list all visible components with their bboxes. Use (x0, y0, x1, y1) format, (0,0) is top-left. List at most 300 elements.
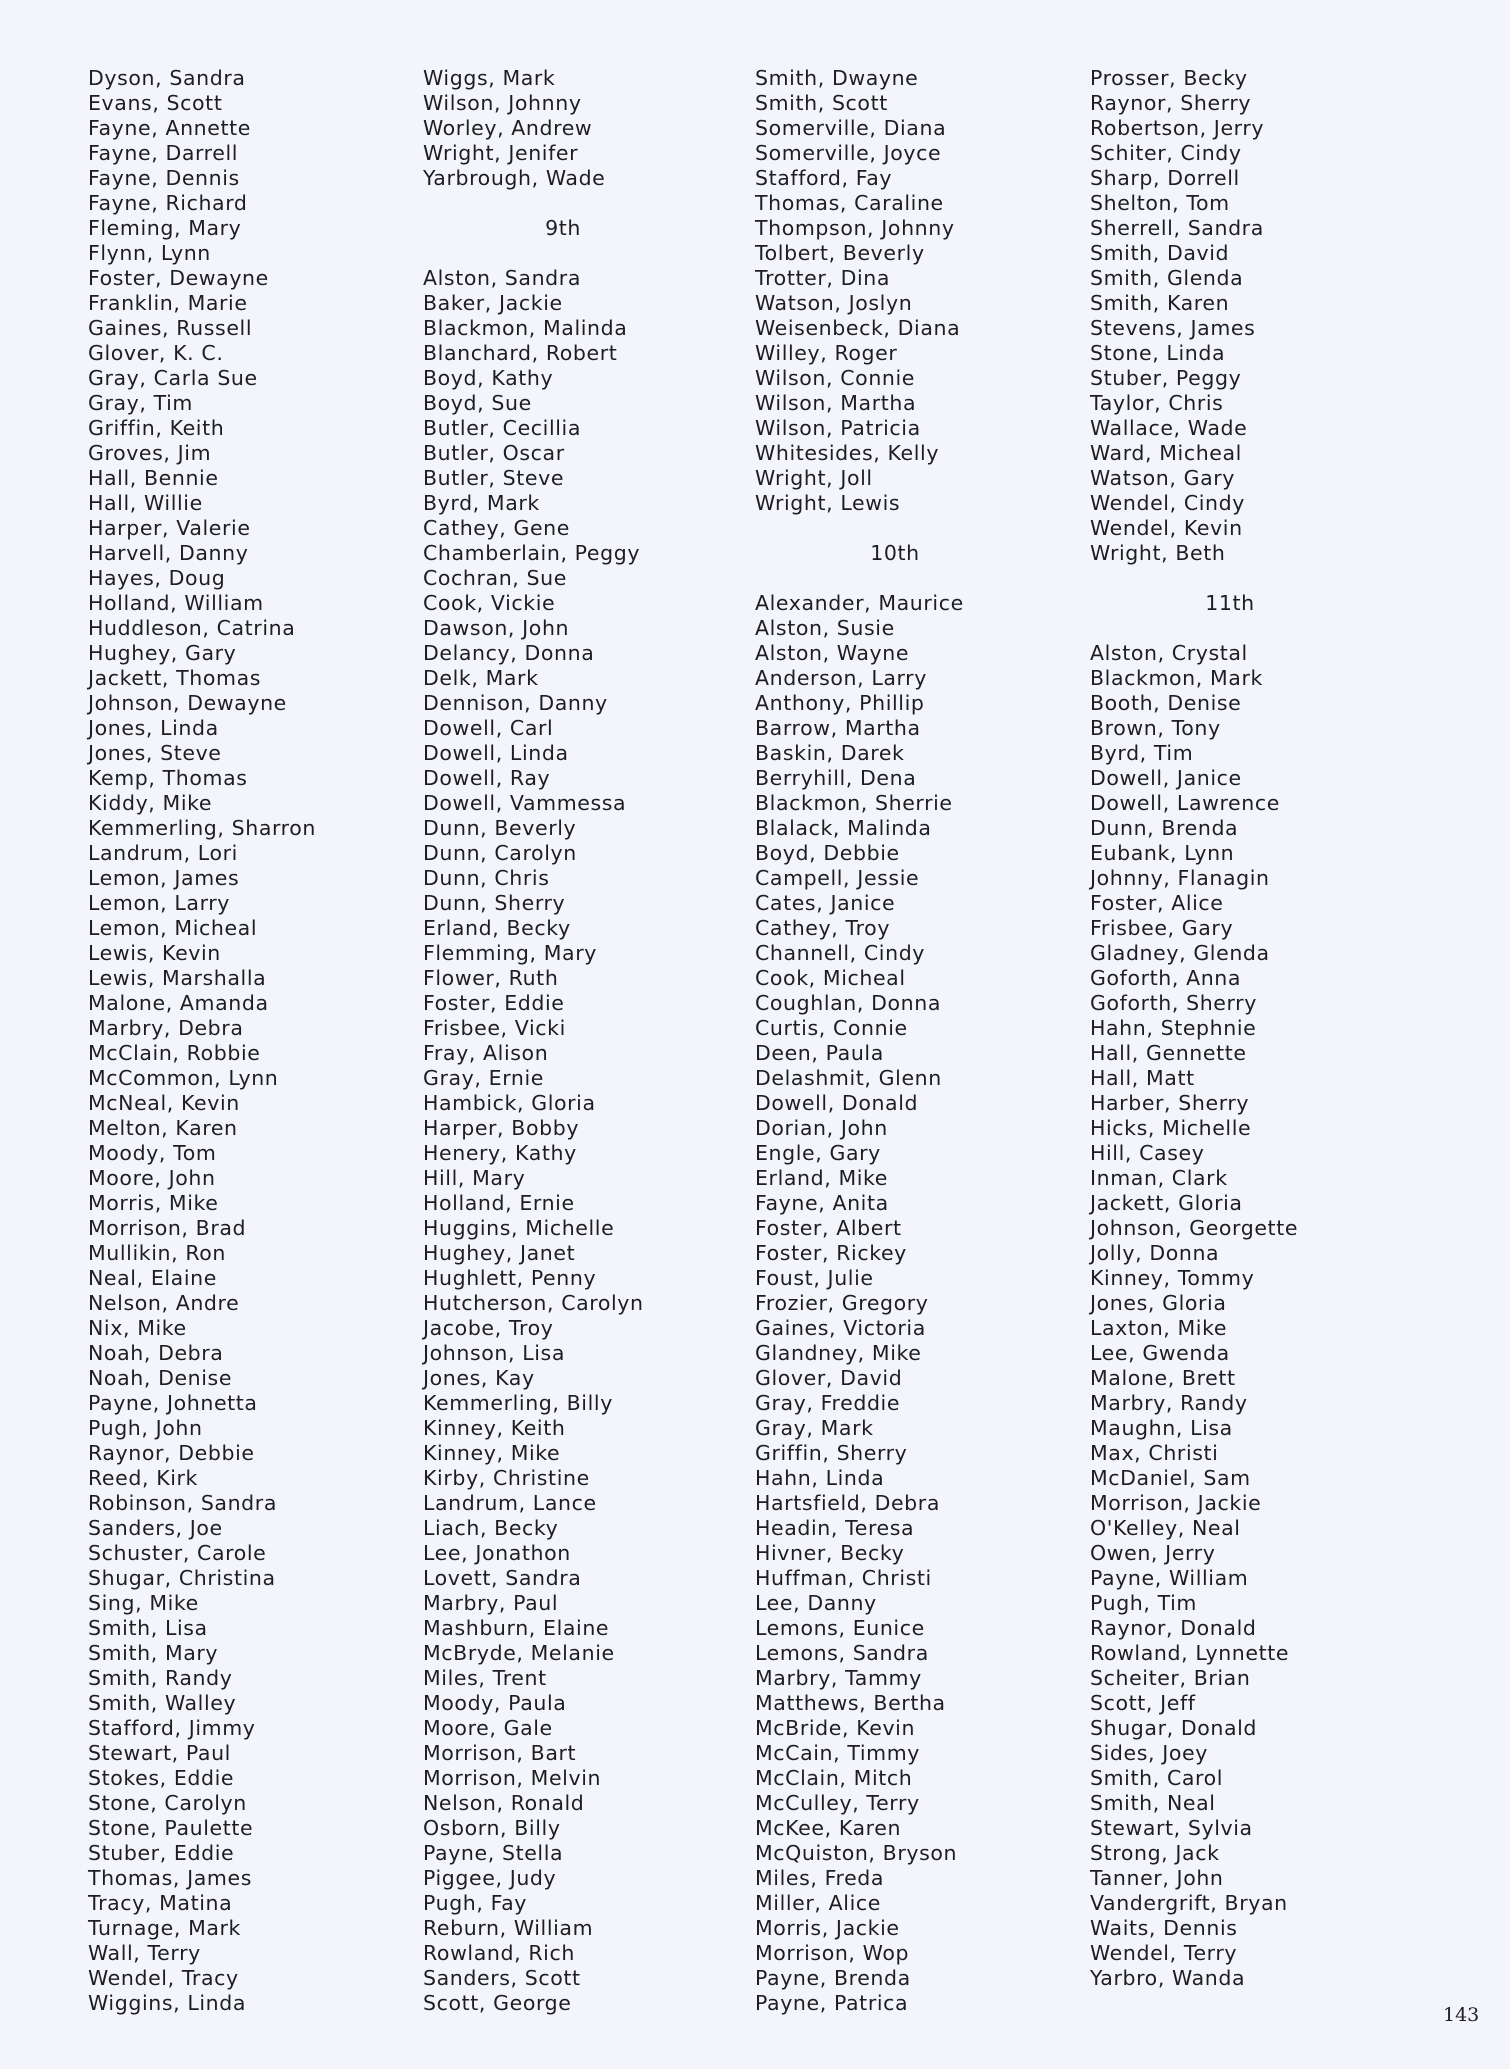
student-name: Wright, Lewis (755, 491, 901, 515)
student-name: Shugar, Donald (1090, 1716, 1258, 1740)
student-name: Maughn, Lisa (1090, 1416, 1233, 1440)
student-name: Butler, Cecillia (423, 416, 582, 440)
student-name: Reed, Kirk (88, 1466, 199, 1490)
student-name: Wendel, Terry (1090, 1941, 1238, 1965)
student-name: Wright, Beth (1090, 541, 1226, 565)
student-name: Inman, Clark (1090, 1166, 1228, 1190)
student-name: Hall, Bennie (88, 466, 219, 490)
student-name: Barrow, Martha (755, 716, 921, 740)
student-name: Worley, Andrew (423, 116, 593, 140)
student-name: Holland, Ernie (423, 1191, 575, 1215)
student-name: Goforth, Anna (1090, 966, 1242, 990)
student-name: Smith, Randy (88, 1666, 233, 1690)
student-name: Gray, Ernie (423, 1066, 544, 1090)
student-name: Wiggins, Linda (88, 1991, 247, 2015)
student-name: Schuster, Carole (88, 1541, 267, 1565)
student-name: Waits, Dennis (1090, 1916, 1238, 1940)
student-name: Dowell, Janice (1090, 766, 1242, 790)
student-name: Kiddy, Mike (88, 791, 213, 815)
name-column-1 (88, 66, 316, 2016)
student-name: Blackmon, Malinda (423, 316, 628, 340)
student-name: Thompson, Johnny (755, 216, 955, 240)
student-name: McBride, Kevin (755, 1716, 916, 1740)
student-name: Channell, Cindy (755, 941, 926, 965)
student-name: Melton, Karen (88, 1116, 238, 1140)
student-name: Miles, Trent (423, 1666, 547, 1690)
student-name: McDaniel, Sam (1090, 1466, 1251, 1490)
student-name: Harper, Valerie (88, 516, 251, 540)
student-name: McClain, Mitch (755, 1766, 913, 1790)
student-name: Chamberlain, Peggy (423, 541, 641, 565)
student-name: Jones, Linda (88, 716, 219, 740)
grade-heading: 10th (870, 541, 920, 565)
student-name: Wiggs, Mark (423, 66, 556, 90)
student-name: Wendel, Tracy (88, 1966, 239, 1990)
student-name: Boyd, Debbie (755, 841, 900, 865)
student-name: Smith, Mary (88, 1641, 219, 1665)
student-name: Dennison, Danny (423, 691, 608, 715)
student-name: Tanner, John (1090, 1866, 1224, 1890)
student-name: Frisbee, Vicki (423, 1016, 566, 1040)
student-name: Somerville, Diana (755, 116, 947, 140)
student-name: Marbry, Paul (423, 1591, 559, 1615)
student-name: Morris, Mike (88, 1191, 219, 1215)
student-name: McCommon, Lynn (88, 1066, 279, 1090)
student-name: Stewart, Sylvia (1090, 1816, 1253, 1840)
student-name: Cook, Micheal (755, 966, 906, 990)
student-name: Tracy, Matina (88, 1891, 233, 1915)
student-name: Gray, Mark (755, 1416, 874, 1440)
student-name: Nix, Mike (88, 1316, 187, 1340)
student-name: Wilson, Johnny (423, 91, 582, 115)
student-name: Scott, George (423, 1991, 572, 2015)
student-name: Trotter, Dina (755, 266, 891, 290)
student-name: McClain, Robbie (88, 1041, 261, 1065)
student-name: Marbry, Tammy (755, 1666, 922, 1690)
student-name: Mullikin, Ron (88, 1241, 227, 1265)
student-name: Griffin, Sherry (755, 1441, 908, 1465)
student-name: Smith, Dwayne (755, 66, 919, 90)
student-name: Baskin, Darek (755, 741, 905, 765)
student-name: Liach, Becky (423, 1516, 559, 1540)
student-name: Kirby, Christine (423, 1466, 590, 1490)
student-name: Lemon, James (88, 866, 240, 890)
student-name: Thomas, James (88, 1866, 252, 1890)
student-name: Lemon, Larry (88, 891, 231, 915)
student-name: Fray, Alison (423, 1041, 549, 1065)
student-name: Hayes, Doug (88, 566, 226, 590)
student-name: Lemon, Micheal (88, 916, 258, 940)
section-spacer (423, 191, 703, 216)
student-name: Fayne, Anita (755, 1191, 889, 1215)
student-name: Marbry, Randy (1090, 1391, 1248, 1415)
student-name: Engle, Gary (755, 1141, 881, 1165)
student-name: Flynn, Lynn (88, 241, 211, 265)
student-name: Boyd, Sue (423, 391, 532, 415)
student-name: Somerville, Joyce (755, 141, 942, 165)
student-name: Dunn, Carolyn (423, 841, 577, 865)
student-name: Lewis, Kevin (88, 941, 221, 965)
student-name: Dunn, Sherry (423, 891, 566, 915)
student-name: Payne, Stella (423, 1841, 564, 1865)
student-name: Gray, Carla Sue (88, 366, 258, 390)
student-name: Glandney, Mike (755, 1341, 922, 1365)
student-name: Morrison, Jackie (1090, 1491, 1262, 1515)
student-name: McNeal, Kevin (88, 1091, 240, 1115)
student-name: Payne, Johnetta (88, 1391, 258, 1415)
student-name: Foster, Dewayne (88, 266, 269, 290)
student-name: Hall, Matt (1090, 1066, 1195, 1090)
student-name: Alexander, Maurice (755, 591, 964, 615)
student-name: Landrum, Lance (423, 1491, 597, 1515)
student-name: Sharp, Dorrell (1090, 166, 1240, 190)
student-name: Alston, Susie (755, 616, 895, 640)
student-name: Shugar, Christina (88, 1566, 276, 1590)
student-name: Dowell, Carl (423, 716, 554, 740)
student-name: Morrison, Wop (755, 1941, 910, 1965)
student-name: Kinney, Keith (423, 1416, 566, 1440)
student-name: Hartsfield, Debra (755, 1491, 940, 1515)
student-name: Mashburn, Elaine (423, 1616, 610, 1640)
student-name: Fayne, Annette (88, 116, 251, 140)
student-name: Kemmerling, Billy (423, 1391, 613, 1415)
student-name: Wallace, Wade (1090, 416, 1248, 440)
student-name: O'Kelley, Neal (1090, 1516, 1241, 1540)
student-name: Berryhill, Dena (755, 766, 917, 790)
student-name: Johnson, Georgette (1090, 1216, 1299, 1240)
student-name: Wright, Jenifer (423, 141, 579, 165)
student-name: Moore, Gale (423, 1716, 553, 1740)
student-name: McQuiston, Bryson (755, 1841, 958, 1865)
student-name: Pugh, Fay (423, 1891, 528, 1915)
student-name: Moody, Tom (88, 1141, 217, 1165)
student-name: Gray, Freddie (755, 1391, 901, 1415)
student-name: Reburn, William (423, 1916, 594, 1940)
student-name: Wright, Joll (755, 466, 873, 490)
student-name: Gladney, Glenda (1090, 941, 1270, 965)
student-name: Lemons, Eunice (755, 1616, 925, 1640)
student-name: Neal, Elaine (88, 1266, 217, 1290)
section-spacer (423, 241, 703, 266)
student-name: Stone, Carolyn (88, 1791, 247, 1815)
student-name: Delk, Mark (423, 666, 539, 690)
student-name: Kinney, Tommy (1090, 1266, 1255, 1290)
student-name: Johnson, Dewayne (88, 691, 287, 715)
student-name: Franklin, Marie (88, 291, 248, 315)
student-name: Dowell, Vammessa (423, 791, 627, 815)
student-name: Alston, Crystal (1090, 641, 1248, 665)
student-name: Jones, Steve (88, 741, 222, 765)
student-name: Huddleson, Catrina (88, 616, 296, 640)
student-name: Brown, Tony (1090, 716, 1221, 740)
student-name: Noah, Denise (88, 1366, 233, 1390)
student-name: Butler, Steve (423, 466, 565, 490)
student-name: Blalack, Malinda (755, 816, 932, 840)
student-name: Huffman, Christi (755, 1566, 932, 1590)
student-name: Gaines, Victoria (755, 1316, 926, 1340)
student-name: Kemmerling, Sharron (88, 816, 316, 840)
student-name: Hahn, Stephnie (1090, 1016, 1257, 1040)
student-name: Willey, Roger (755, 341, 898, 365)
student-name: Taylor, Chris (1090, 391, 1224, 415)
student-name: Moore, John (88, 1166, 216, 1190)
student-name: Dorian, John (755, 1116, 888, 1140)
student-name: Max, Christi (1090, 1441, 1219, 1465)
student-name: Cochran, Sue (423, 566, 567, 590)
student-name: Goforth, Sherry (1090, 991, 1257, 1015)
student-name: Raynor, Sherry (1090, 91, 1252, 115)
student-name: Hambick, Gloria (423, 1091, 596, 1115)
student-name: Miller, Alice (755, 1891, 881, 1915)
student-name: Henery, Kathy (423, 1141, 577, 1165)
student-name: Dunn, Beverly (423, 816, 577, 840)
student-name: Thomas, Caraline (755, 191, 944, 215)
student-name: Flower, Ruth (423, 966, 559, 990)
student-name: McCain, Timmy (755, 1741, 921, 1765)
student-name: Wilson, Connie (755, 366, 916, 390)
student-name: Morris, Jackie (755, 1916, 900, 1940)
student-name: Campell, Jessie (755, 866, 920, 890)
student-name: Frisbee, Gary (1090, 916, 1234, 940)
student-name: Smith, Glenda (1090, 266, 1244, 290)
student-name: Smith, Carol (1090, 1766, 1224, 1790)
student-name: Alston, Sandra (423, 266, 581, 290)
student-name: Jolly, Donna (1090, 1241, 1220, 1265)
student-name: Fayne, Dennis (88, 166, 240, 190)
student-name: Wendel, Cindy (1090, 491, 1245, 515)
student-name: Wilson, Martha (755, 391, 917, 415)
student-name: Stone, Linda (1090, 341, 1226, 365)
student-name: Yarbrough, Wade (423, 166, 606, 190)
student-name: Gaines, Russell (88, 316, 253, 340)
student-name: Hall, Gennette (1090, 1041, 1247, 1065)
student-name: Raynor, Debbie (88, 1441, 255, 1465)
student-name: Curtis, Connie (755, 1016, 908, 1040)
student-name: Shelton, Tom (1090, 191, 1230, 215)
student-name: Blanchard, Robert (423, 341, 618, 365)
student-name: Harper, Bobby (423, 1116, 580, 1140)
student-name: Dyson, Sandra (88, 66, 246, 90)
section-spacer (1090, 566, 1370, 591)
student-name: Hahn, Linda (755, 1466, 885, 1490)
student-name: Raynor, Donald (1090, 1616, 1257, 1640)
student-name: Dowell, Donald (755, 1091, 919, 1115)
student-name: Lovett, Sandra (423, 1566, 582, 1590)
student-name: Delashmit, Glenn (755, 1066, 942, 1090)
student-name: Coughlan, Donna (755, 991, 942, 1015)
student-name: Lee, Gwenda (1090, 1341, 1230, 1365)
student-name: Harber, Sherry (1090, 1091, 1250, 1115)
student-name: Stevens, James (1090, 316, 1256, 340)
student-name: Harvell, Danny (88, 541, 249, 565)
student-name: Baker, Jackie (423, 291, 563, 315)
student-name: Dowell, Ray (423, 766, 551, 790)
student-name: Lee, Danny (755, 1591, 877, 1615)
student-name: Griffin, Keith (88, 416, 225, 440)
student-name: Lemons, Sandra (755, 1641, 929, 1665)
student-name: McKee, Karen (755, 1816, 902, 1840)
student-name: Flemming, Mary (423, 941, 597, 965)
student-name: Glover, K. C. (88, 341, 224, 365)
student-name: McBryde, Melanie (423, 1641, 615, 1665)
student-name: Sherrell, Sandra (1090, 216, 1264, 240)
section-spacer (755, 566, 1035, 591)
student-name: Watson, Joslyn (755, 291, 913, 315)
student-name: Yarbro, Wanda (1090, 1966, 1246, 1990)
student-name: Marbry, Debra (88, 1016, 244, 1040)
student-name: Weisenbeck, Diana (755, 316, 961, 340)
student-name: Moody, Paula (423, 1691, 567, 1715)
student-name: Sanders, Scott (423, 1966, 581, 1990)
student-name: Foster, Eddie (423, 991, 565, 1015)
student-name: Jackett, Gloria (1090, 1191, 1243, 1215)
student-name: Payne, Brenda (755, 1966, 911, 1990)
student-name: Dowell, Linda (423, 741, 569, 765)
student-name: Smith, Karen (1090, 291, 1230, 315)
student-name: Dowell, Lawrence (1090, 791, 1280, 815)
student-name: Owen, Jerry (1090, 1541, 1216, 1565)
student-name: Foster, Rickey (755, 1241, 907, 1265)
student-name: Jackett, Thomas (88, 666, 262, 690)
student-name: Payne, William (1090, 1566, 1249, 1590)
name-column-3 (755, 66, 1035, 2016)
student-name: McCulley, Terry (755, 1791, 920, 1815)
student-name: Anthony, Phillip (755, 691, 925, 715)
student-name: Holland, William (88, 591, 264, 615)
student-name: Sides, Joey (1090, 1741, 1208, 1765)
student-name: Morrison, Bart (423, 1741, 577, 1765)
student-name: Delancy, Donna (423, 641, 595, 665)
student-name: Hivner, Becky (755, 1541, 905, 1565)
student-name: Rowland, Lynnette (1090, 1641, 1290, 1665)
student-name: Nelson, Andre (88, 1291, 240, 1315)
student-name: Pugh, John (88, 1416, 203, 1440)
student-name: Vandergrift, Bryan (1090, 1891, 1288, 1915)
student-name: Wall, Terry (88, 1941, 201, 1965)
student-name: Noah, Debra (88, 1341, 224, 1365)
student-name: Evans, Scott (88, 91, 223, 115)
student-name: Booth, Denise (1090, 691, 1242, 715)
student-name: Hicks, Michelle (1090, 1116, 1252, 1140)
grade-heading: 9th (545, 216, 581, 240)
student-name: Kinney, Mike (423, 1441, 561, 1465)
student-name: Miles, Freda (755, 1866, 885, 1890)
student-name: Wendel, Kevin (1090, 516, 1243, 540)
student-name: Foust, Julie (755, 1266, 874, 1290)
student-name: Landrum, Lori (88, 841, 238, 865)
student-name: Wilson, Patricia (755, 416, 921, 440)
student-name: Jones, Kay (423, 1366, 535, 1390)
student-name: Glover, David (755, 1366, 903, 1390)
student-name: Smith, Neal (1090, 1791, 1216, 1815)
student-name: Robertson, Jerry (1090, 116, 1265, 140)
student-name: Hill, Mary (423, 1166, 526, 1190)
student-name: Ward, Micheal (1090, 441, 1242, 465)
student-name: Schiter, Cindy (1090, 141, 1242, 165)
name-column-4 (1090, 66, 1370, 1991)
student-name: Stafford, Fay (755, 166, 893, 190)
student-name: Erland, Mike (755, 1166, 889, 1190)
student-name: Stone, Paulette (88, 1816, 254, 1840)
student-name: Hill, Casey (1090, 1141, 1205, 1165)
student-name: Pugh, Tim (1090, 1591, 1197, 1615)
student-name: Stewart, Paul (88, 1741, 231, 1765)
student-name: Scheiter, Brian (1090, 1666, 1251, 1690)
student-name: Gray, Tim (88, 391, 193, 415)
student-name: Osborn, Billy (423, 1816, 561, 1840)
student-name: Kemp, Thomas (88, 766, 248, 790)
student-name: Turnage, Mark (88, 1916, 242, 1940)
student-name: Prosser, Becky (1090, 66, 1248, 90)
student-name: Smith, Lisa (88, 1616, 208, 1640)
student-name: Smith, Scott (755, 91, 888, 115)
student-name: Watson, Gary (1090, 466, 1236, 490)
student-name: Hutcherson, Carolyn (423, 1291, 644, 1315)
student-name: Piggee, Judy (423, 1866, 557, 1890)
student-name: Huggins, Michelle (423, 1216, 615, 1240)
student-name: Erland, Becky (423, 916, 571, 940)
student-name: Hall, Willie (88, 491, 203, 515)
student-name: Fayne, Richard (88, 191, 248, 215)
student-name: Payne, Patrica (755, 1991, 909, 2015)
student-name: Anderson, Larry (755, 666, 927, 690)
student-name: Cook, Vickie (423, 591, 556, 615)
student-name: Hughlett, Penny (423, 1266, 597, 1290)
student-name: Smith, David (1090, 241, 1230, 265)
student-name: Foster, Albert (755, 1216, 902, 1240)
student-name: Fleming, Mary (88, 216, 242, 240)
student-name: Morrison, Melvin (423, 1766, 602, 1790)
student-name: Headin, Teresa (755, 1516, 915, 1540)
student-name: Malone, Brett (1090, 1366, 1236, 1390)
student-name: Byrd, Mark (423, 491, 540, 515)
student-name: Eubank, Lynn (1090, 841, 1235, 865)
student-name: Jones, Gloria (1090, 1291, 1227, 1315)
student-name: Johnson, Lisa (423, 1341, 565, 1365)
student-name: Cathey, Gene (423, 516, 570, 540)
student-name: Fayne, Darrell (88, 141, 239, 165)
student-name: Morrison, Brad (88, 1216, 247, 1240)
student-name: Cathey, Troy (755, 916, 891, 940)
student-name: Smith, Walley (88, 1691, 237, 1715)
student-name: Stokes, Eddie (88, 1766, 235, 1790)
student-name: Foster, Alice (1090, 891, 1224, 915)
student-name: Nelson, Ronald (423, 1791, 585, 1815)
student-name: Hughey, Gary (88, 641, 237, 665)
student-name: Deen, Paula (755, 1041, 884, 1065)
student-name: Groves, Jim (88, 441, 212, 465)
student-name: Whitesides, Kelly (755, 441, 940, 465)
student-name: Dunn, Brenda (1090, 816, 1239, 840)
student-name: Dawson, John (423, 616, 570, 640)
student-name: Sing, Mike (88, 1591, 199, 1615)
student-name: Byrd, Tim (1090, 741, 1194, 765)
student-name: Scott, Jeff (1090, 1691, 1196, 1715)
student-name: Rowland, Rich (423, 1941, 575, 1965)
student-name: Strong, Jack (1090, 1841, 1220, 1865)
student-name: Lewis, Marshalla (88, 966, 267, 990)
student-name: Stuber, Peggy (1090, 366, 1242, 390)
section-spacer (755, 516, 1035, 541)
student-name: Cates, Janice (755, 891, 896, 915)
student-name: Blackmon, Mark (1090, 666, 1263, 690)
student-name: Blackmon, Sherrie (755, 791, 953, 815)
student-name: Boyd, Kathy (423, 366, 554, 390)
student-name: Sanders, Joe (88, 1516, 223, 1540)
student-name: Jacobe, Troy (423, 1316, 554, 1340)
student-name: Tolbert, Beverly (755, 241, 925, 265)
grade-heading: 11th (1205, 591, 1255, 615)
